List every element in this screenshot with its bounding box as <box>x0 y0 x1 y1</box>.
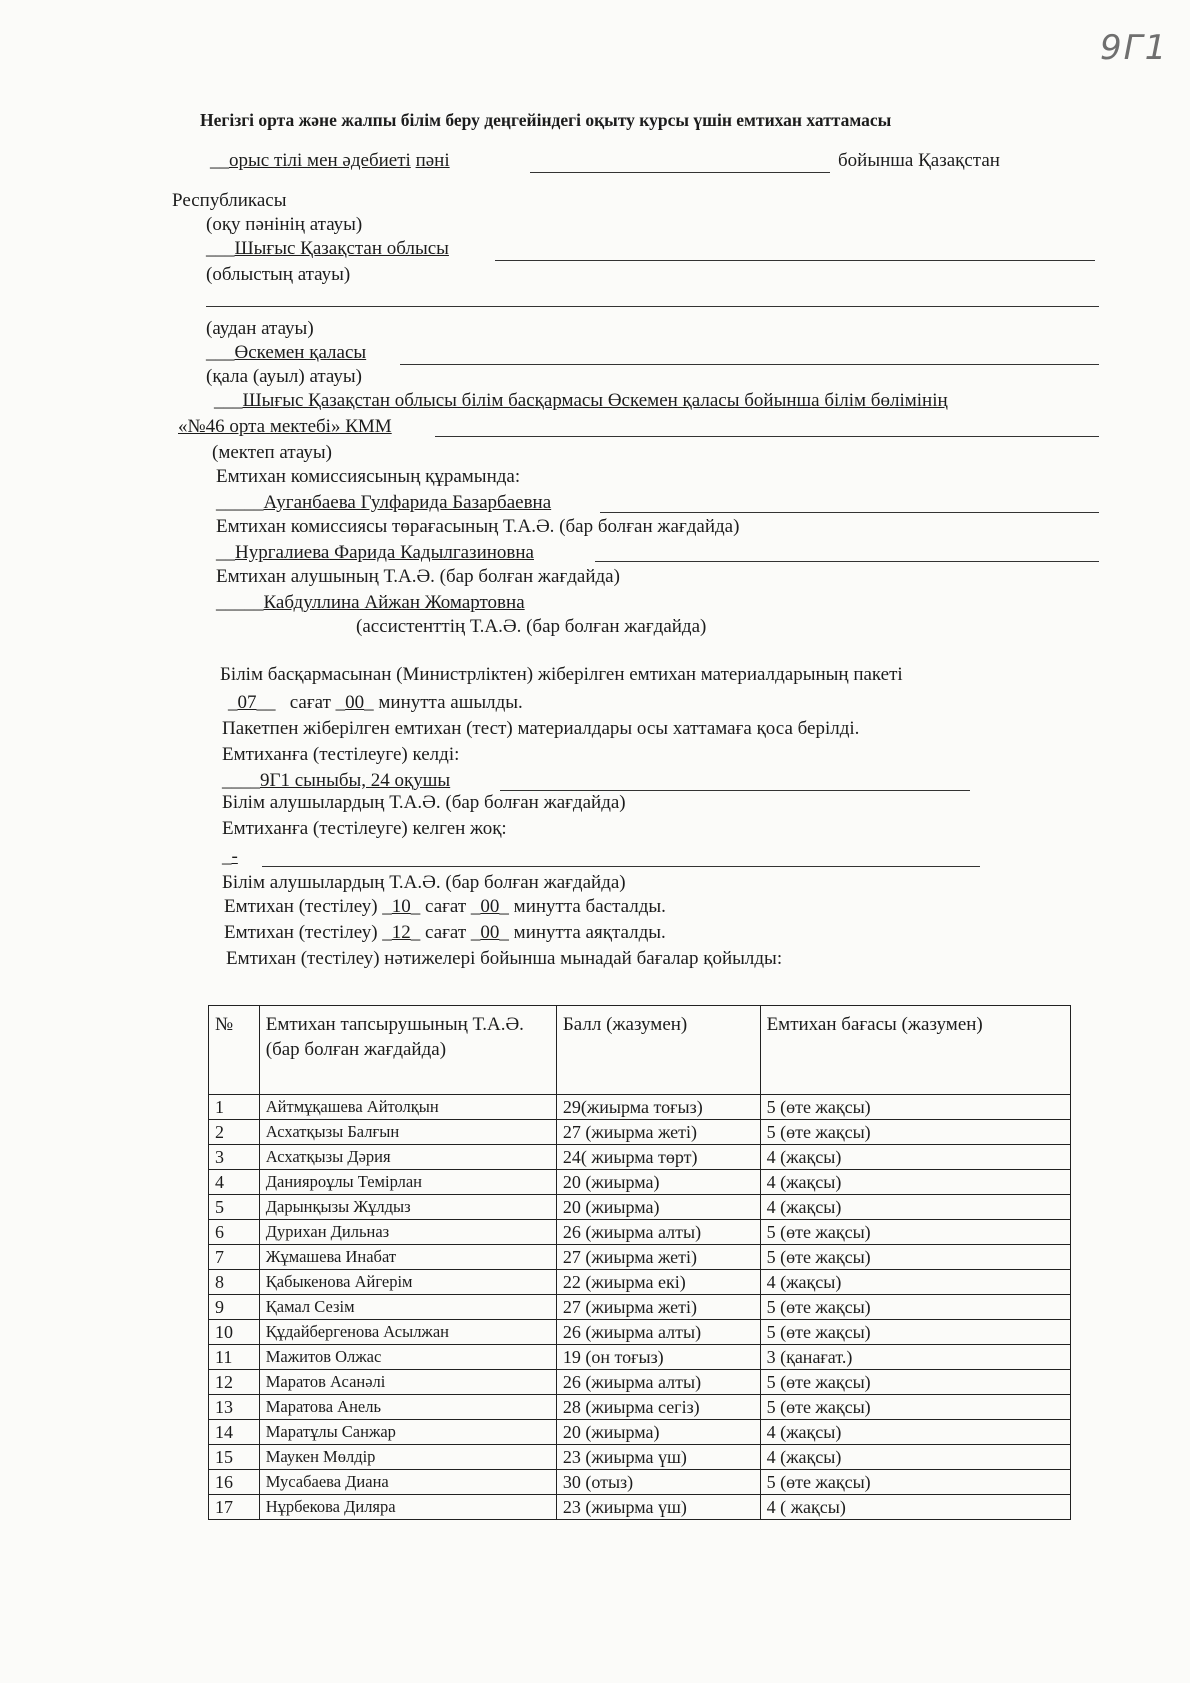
results-table <box>208 1005 1071 1520</box>
score-text: 22 (жиырма екі) <box>556 1270 760 1295</box>
student-name: Асхатқызы Дәрия <box>259 1145 556 1170</box>
region-underline <box>495 260 1095 261</box>
header-score: Балл (жазумен) <box>556 1006 760 1095</box>
school-caption: (мектеп атауы) <box>212 442 332 463</box>
row-number: 1 <box>209 1095 260 1120</box>
student-name: Данияроұлы Темірлан <box>259 1170 556 1195</box>
attendance-came-line: ____9Г1 сыныбы, 24 оқушы <box>222 770 451 791</box>
table-row <box>209 1145 1071 1170</box>
exam-start-line: Емтихан (тестілеу) _10_ сағат _00_ минутта басталды. <box>224 896 666 917</box>
end-minute: 00 <box>480 922 500 943</box>
subject-caption: (оқу пәнінің атауы) <box>206 214 363 235</box>
table-row <box>209 1170 1071 1195</box>
table-row <box>209 1220 1071 1245</box>
grade-text: 5 (өте жақсы) <box>760 1245 1070 1270</box>
header-number: № <box>209 1006 260 1095</box>
results-intro: Емтихан (тестілеу) нәтижелері бойынша мынадай бағалар қойылды: <box>226 948 783 969</box>
row-number: 4 <box>209 1170 260 1195</box>
row-number: 13 <box>209 1395 260 1420</box>
table-row <box>209 1270 1071 1295</box>
chair-name: Ауганбаева Гулфарида Базарбаевна <box>263 492 552 513</box>
subject-line: __орыс тілі мен әдебиеті пәні <box>210 150 450 171</box>
row-number: 15 <box>209 1445 260 1470</box>
row-number: 8 <box>209 1270 260 1295</box>
school-line-2 <box>178 416 392 438</box>
attendance-students-caption: Білім алушылардың Т.А.Ә. (бар болған жағдайда) <box>222 792 626 813</box>
row-number: 9 <box>209 1295 260 1320</box>
grade-text: 4 (жақсы) <box>760 1170 1070 1195</box>
package-hour: 07 <box>237 692 257 713</box>
table-row <box>209 1445 1071 1470</box>
grade-text: 4 ( жақсы) <box>760 1495 1070 1520</box>
district-underline <box>206 306 1099 307</box>
package-time-line: _07__ сағат _00_ минутта ашылды. <box>228 692 523 713</box>
student-name: Маратұлы Санжар <box>259 1420 556 1445</box>
package-minute: 00 <box>345 692 365 713</box>
table-row <box>209 1345 1071 1370</box>
attendance-came-label: Емтиханға (тестілеуге) келді: <box>222 744 460 765</box>
subject-continuation: Республикасы <box>172 190 287 211</box>
grade-text: 4 (жақсы) <box>760 1195 1070 1220</box>
package-opened-text: минутта ашылды. <box>378 692 523 713</box>
table-row <box>209 1370 1071 1395</box>
grade-text: 4 (жақсы) <box>760 1420 1070 1445</box>
commission-label: Емтихан комиссиясының құрамында: <box>216 466 521 487</box>
table-row <box>209 1195 1071 1220</box>
row-number: 5 <box>209 1195 260 1220</box>
grade-text: 5 (өте жақсы) <box>760 1120 1070 1145</box>
subject-word: пәні <box>415 150 450 171</box>
subject-underline <box>530 172 830 173</box>
score-text: 26 (жиырма алты) <box>556 1320 760 1345</box>
package-attached-text: Пакетпен жіберілген емтихан (тест) материалдары осы хаттамаға қоса берілді. <box>222 718 860 739</box>
row-number: 11 <box>209 1345 260 1370</box>
start-hour: 10 <box>391 896 411 917</box>
grade-text: 3 (қанағат.) <box>760 1345 1070 1370</box>
examiner-name: Нургалиева Фарида Кадылгазиновна <box>235 542 534 563</box>
row-number: 2 <box>209 1120 260 1145</box>
results-header-row <box>209 1006 1071 1095</box>
student-name: Асхатқызы Балғын <box>259 1120 556 1145</box>
results-body <box>209 1095 1071 1520</box>
school-underline <box>435 436 1099 437</box>
student-name: Маратов Асанәлі <box>259 1370 556 1395</box>
score-text: 27 (жиырма жеті) <box>556 1295 760 1320</box>
row-number: 16 <box>209 1470 260 1495</box>
school-name-1: Шығыс Қазақстан облысы білім басқармасы Өскемен қаласы бойынша білім бөлімінің <box>242 390 948 411</box>
score-text: 29(жиырма тоғыз) <box>556 1095 760 1120</box>
row-number: 10 <box>209 1320 260 1345</box>
city-caption: (қала (ауыл) атауы) <box>206 366 362 387</box>
student-name: Мусабаева Диана <box>259 1470 556 1495</box>
attendance-absent-underline <box>262 866 980 867</box>
school-name-2: «№46 орта мектебі» КММ <box>178 416 392 437</box>
score-text: 20 (жиырма) <box>556 1195 760 1220</box>
attendance-absent-value: - <box>231 846 238 867</box>
school-line-1: ___Шығыс Қазақстан облысы білім басқармасы Өскемен қаласы бойынша білім бөлімінің <box>214 390 948 411</box>
attendance-absent-line: _- <box>222 846 238 867</box>
handwritten-class-note: 9Г1 <box>1100 28 1169 68</box>
subject-value: орыс тілі мен әдебиеті <box>229 150 411 171</box>
examiner-line: __Нургалиева Фарида Кадылгазиновна <box>216 542 534 563</box>
table-row <box>209 1495 1071 1520</box>
city-value: Өскемен қаласы <box>234 342 367 363</box>
chair-caption: Емтихан комиссиясы төрағасының Т.А.Ә. (бар болған жағдайда) <box>216 516 740 537</box>
header-student: Емтихан тапсырушының Т.А.Ә. (бар болған жағдайда) <box>259 1006 556 1095</box>
exam-end-line: Емтихан (тестілеу) _12_ сағат _00_ минутта аяқталды. <box>224 922 666 943</box>
header-grade: Емтихан бағасы (жазумен) <box>760 1006 1070 1095</box>
package-line: Білім басқармасынан (Министрліктен) жіберілген емтихан материалдарының пакеті <box>220 664 903 685</box>
row-number: 12 <box>209 1370 260 1395</box>
row-number: 3 <box>209 1145 260 1170</box>
student-name: Мажитов Олжас <box>259 1345 556 1370</box>
grade-text: 5 (өте жақсы) <box>760 1295 1070 1320</box>
student-name: Дарынқызы Жұлдыз <box>259 1195 556 1220</box>
grade-text: 4 (жақсы) <box>760 1270 1070 1295</box>
grade-text: 5 (өте жақсы) <box>760 1320 1070 1345</box>
assistant-name: Кабдуллина Айжан Жомартовна <box>263 592 525 613</box>
student-name: Жұмашева Инабат <box>259 1245 556 1270</box>
table-row <box>209 1095 1071 1120</box>
city-line: ___Өскемен қаласы <box>206 342 367 363</box>
region-value: Шығыс Қазақстан облысы <box>234 238 449 259</box>
row-number: 6 <box>209 1220 260 1245</box>
grade-text: 5 (өте жақсы) <box>760 1220 1070 1245</box>
student-name: Қамал Сезім <box>259 1295 556 1320</box>
attendance-came-value: 9Г1 сыныбы, 24 оқушы <box>260 770 451 791</box>
score-text: 28 (жиырма сегіз) <box>556 1395 760 1420</box>
score-text: 20 (жиырма) <box>556 1420 760 1445</box>
score-text: 23 (жиырма үш) <box>556 1495 760 1520</box>
score-text: 24( жиырма төрт) <box>556 1145 760 1170</box>
score-text: 26 (жиырма алты) <box>556 1220 760 1245</box>
table-row <box>209 1470 1071 1495</box>
city-underline <box>400 364 1099 365</box>
row-number: 14 <box>209 1420 260 1445</box>
student-name: Нұрбекова Диляра <box>259 1495 556 1520</box>
score-text: 27 (жиырма жеті) <box>556 1245 760 1270</box>
assistant-line: _____Кабдуллина Айжан Жомартовна <box>216 592 525 613</box>
document-title: Негізгі орта және жалпы білім беру деңгейіндегі оқыту курсы үшін емтихан хаттамасы <box>200 110 892 130</box>
chair-line: _____Ауганбаева Гулфарида Базарбаевна <box>216 492 552 513</box>
table-row <box>209 1245 1071 1270</box>
attendance-absent-label: Емтиханға (тестілеуге) келген жоқ: <box>222 818 507 839</box>
row-number: 7 <box>209 1245 260 1270</box>
attendance-absent-caption: Білім алушылардың Т.А.Ә. (бар болған жағдайда) <box>222 872 626 893</box>
grade-text: 5 (өте жақсы) <box>760 1395 1070 1420</box>
end-hour: 12 <box>391 922 411 943</box>
table-row <box>209 1395 1071 1420</box>
score-text: 19 (он тоғыз) <box>556 1345 760 1370</box>
attendance-came-underline <box>500 790 970 791</box>
table-row <box>209 1120 1071 1145</box>
region-caption: (облыстың атауы) <box>206 264 351 285</box>
score-text: 23 (жиырма үш) <box>556 1445 760 1470</box>
table-row <box>209 1320 1071 1345</box>
student-name: Құдайбергенова Асылжан <box>259 1320 556 1345</box>
package-hour-word: сағат <box>289 692 331 713</box>
examiner-caption: Емтихан алушының Т.А.Ә. (бар болған жағдайда) <box>216 566 620 587</box>
examiner-underline <box>595 561 1099 562</box>
district-caption: (аудан атауы) <box>206 318 314 339</box>
grade-text: 5 (өте жақсы) <box>760 1370 1070 1395</box>
student-name: Маукен Мөлдір <box>259 1445 556 1470</box>
student-name: Айтмұқашева Айтолқын <box>259 1095 556 1120</box>
grade-text: 5 (өте жақсы) <box>760 1470 1070 1495</box>
assistant-caption: (ассистенттің Т.А.Ә. (бар болған жағдайда) <box>356 616 707 637</box>
grade-text: 4 (жақсы) <box>760 1445 1070 1470</box>
grade-text: 4 (жақсы) <box>760 1145 1070 1170</box>
score-text: 30 (отыз) <box>556 1470 760 1495</box>
student-name: Маратова Анель <box>259 1395 556 1420</box>
row-number: 17 <box>209 1495 260 1520</box>
start-minute: 00 <box>480 896 500 917</box>
score-text: 20 (жиырма) <box>556 1170 760 1195</box>
table-row <box>209 1420 1071 1445</box>
score-text: 26 (жиырма алты) <box>556 1370 760 1395</box>
grade-text: 5 (өте жақсы) <box>760 1095 1070 1120</box>
score-text: 27 (жиырма жеті) <box>556 1120 760 1145</box>
subject-suffix: бойынша Қазақстан <box>838 150 1000 171</box>
student-name: Қабыкенова Айгерім <box>259 1270 556 1295</box>
region-line: ___Шығыс Қазақстан облысы <box>206 238 449 259</box>
student-name: Дурихан Дильназ <box>259 1220 556 1245</box>
table-row <box>209 1295 1071 1320</box>
chair-underline <box>600 512 1099 513</box>
